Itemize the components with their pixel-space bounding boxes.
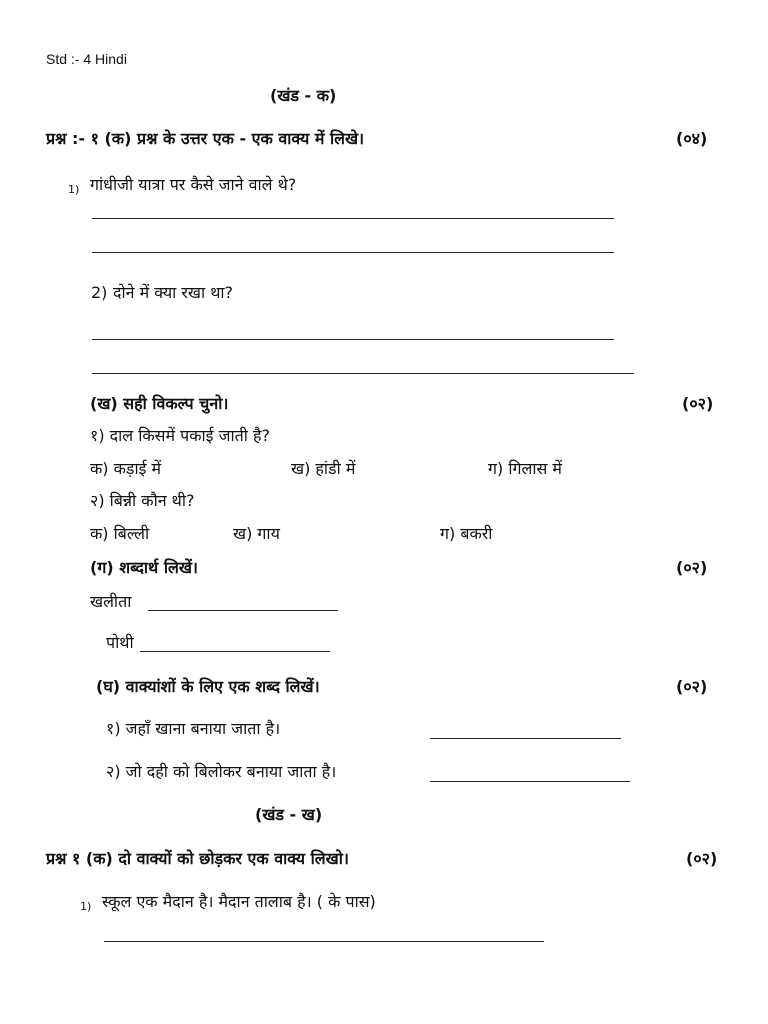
one-word-item-1: १) जहाँ खाना बनाया जाता है। <box>106 719 281 738</box>
mcq-2-option-c: ग) बकरी <box>440 524 493 543</box>
mcq-2-option-b: ख) गाय <box>233 524 280 543</box>
mcq-1-question: १) दाल किसमें पकाई जाती है? <box>90 426 270 445</box>
question-gha-title: (घ) वाक्यांशों के लिए एक शब्द लिखें। <box>96 677 320 696</box>
word-meaning-1: खलीता <box>90 592 132 611</box>
mcq-2-option-a: क) बिल्ली <box>90 524 150 543</box>
section-a-title: (खंड - क) <box>270 86 337 105</box>
question-kha-title: (ख) सही विकल्प चुनो। <box>90 394 229 413</box>
section-b-question-1-marks: (०२) <box>686 849 718 868</box>
mcq-1-option-a: क) कड़ाई में <box>90 459 162 478</box>
answer-line <box>92 373 634 374</box>
question-1-item-1-text: गांधीजी यात्रा पर कैसे जाने वाले थे? <box>90 175 297 194</box>
word-meaning-2: पोथी <box>106 633 134 652</box>
section-b-item-1-text: स्कूल एक मैदान है। मैदान तालाब है। ( के पास) <box>102 892 376 911</box>
answer-line <box>92 252 614 253</box>
question-1-title: प्रश्न :- १ (क) प्रश्न के उत्तर एक - एक वाक्य में लिखे। <box>46 129 365 148</box>
answer-line <box>104 941 544 942</box>
answer-line <box>430 738 621 739</box>
answer-line <box>92 339 614 340</box>
question-ga-title: (ग) शब्दार्थ लिखें। <box>90 558 198 577</box>
question-kha-marks: (०२) <box>682 394 714 413</box>
section-b-title: (खंड - ख) <box>255 805 323 824</box>
one-word-item-2: २) जो दही को बिलोकर बनाया जाता है। <box>106 762 337 781</box>
question-1-item-1-number: 1) <box>68 183 80 196</box>
answer-line <box>140 651 330 652</box>
mcq-1-option-b: ख) हांडी में <box>291 459 356 478</box>
answer-line <box>92 218 614 219</box>
question-gha-marks: (०२) <box>676 677 708 696</box>
question-1-item-2-number: 2) <box>91 283 108 302</box>
answer-line <box>148 610 338 611</box>
section-b-item-1-number: 1) <box>80 900 92 913</box>
mcq-1-option-c: ग) गिलास में <box>488 459 562 478</box>
question-1-marks: (०४) <box>676 129 708 148</box>
std-label: Std :- 4 Hindi <box>46 51 127 67</box>
question-1-item-2-text: दोने में क्या रखा था? <box>113 283 234 302</box>
section-b-question-1-title: प्रश्न १ (क) दो वाक्यों को छोड़कर एक वाक्य लिखो। <box>46 849 349 868</box>
answer-line <box>430 781 630 782</box>
mcq-2-question: २) बिन्नी कौन थी? <box>90 491 195 510</box>
question-ga-marks: (०२) <box>676 558 708 577</box>
